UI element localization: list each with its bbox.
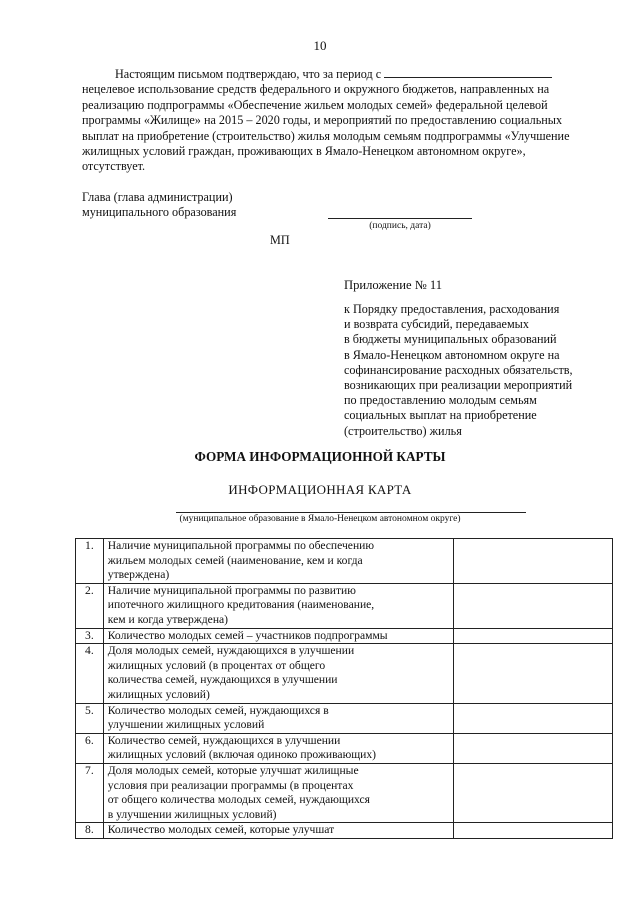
- signatory-title-2: муниципального образования: [82, 205, 237, 219]
- page-number: 10: [313, 38, 327, 53]
- confirmation-line: выплат на приобретение (строительство) жилья молодым семьям подпрограммы «Улучшение: [82, 128, 570, 143]
- indicator-line: условия при реализации программы (в процентах: [107, 778, 354, 792]
- indicator-line: кем и когда утверждена): [107, 612, 229, 626]
- indicator-line: Количество молодых семей, нуждающихся в: [107, 703, 329, 717]
- row-number: 3.: [76, 628, 104, 644]
- indicator-line: Наличие муниципальной программы по обеспечению: [107, 539, 375, 552]
- indicator-line: улучшении жилищных условий: [107, 718, 265, 732]
- annex-line: в бюджеты муниципальных образований: [344, 332, 557, 347]
- indicator-line: Наличие муниципальной программы по развитию: [107, 583, 356, 597]
- annex-line: социальных выплат на приобретение: [344, 408, 537, 423]
- indicator-line: утверждена): [107, 568, 170, 582]
- stamp-place: МП: [270, 233, 290, 247]
- indicator-name: [103, 703, 453, 733]
- row-number: 1.: [76, 539, 104, 584]
- annex-line: софинансирование расходных обязательств,: [344, 362, 573, 377]
- indicator-name: [103, 763, 453, 822]
- value-cell[interactable]: [453, 703, 612, 733]
- signature-block: [82, 190, 236, 220]
- confirmation-line: жилищных условий граждан, проживающих в Ямало-Ненецком автономном округе»,: [82, 144, 526, 159]
- row-number: 8.: [76, 823, 104, 839]
- indicator-name: [103, 644, 453, 703]
- annex-line: по предоставлению молодым семьям: [344, 393, 537, 408]
- indicator-name: [103, 539, 453, 584]
- form-title: ФОРМА ИНФОРМАЦИОННОЙ КАРТЫ: [194, 449, 446, 464]
- confirmation-first-line: Настоящим письмом подтверждаю, что за период с: [82, 66, 614, 82]
- row-number: 2.: [76, 583, 104, 628]
- indicator-name: [103, 733, 453, 763]
- value-cell[interactable]: [453, 539, 612, 584]
- annex-title: Приложение № 11: [344, 278, 443, 292]
- confirmation-paragraph: [82, 66, 614, 175]
- confirmation-line: программы «Жилище» на 2015 – 2020 годы, и мероприятий по предоставлению социальных: [82, 113, 563, 128]
- annex-line: в Ямало-Ненецком автономном округе на: [344, 347, 560, 362]
- table-row: [76, 583, 613, 628]
- annex-line: (строительство) жилья: [344, 423, 462, 438]
- value-cell[interactable]: [453, 628, 612, 644]
- indicator-line: Количество семей, нуждающихся в улучшении: [107, 733, 341, 747]
- signature-caption: (подпись, дата): [369, 221, 431, 231]
- table-row: [76, 733, 613, 763]
- indicator-line: в улучшении жилищных условий): [107, 807, 277, 821]
- signature-line: [328, 218, 472, 219]
- indicator-line: Доля молодых семей, нуждающихся в улучшении: [107, 644, 355, 658]
- signatory-title: Глава (глава администрации): [82, 190, 233, 204]
- value-cell[interactable]: [453, 644, 612, 703]
- annex-description: [344, 302, 614, 439]
- table-row: [76, 628, 613, 644]
- card-title: ИНФОРМАЦИОННАЯ КАРТА: [228, 482, 412, 497]
- indicator-line: количества семей, нуждающихся в улучшении: [107, 673, 338, 687]
- indicator-line: Количество молодых семей, которые улучшат: [107, 823, 335, 837]
- indicator-line: жилищных условий (включая одиноко проживающих): [107, 748, 377, 762]
- row-number: 5.: [76, 703, 104, 733]
- indicator-line: жилищных условий): [107, 687, 210, 701]
- confirmation-last-line: отсутствует.: [82, 159, 146, 174]
- indicator-line: ипотечного жилищного кредитования (наименование,: [107, 598, 375, 612]
- table-row: [76, 644, 613, 703]
- indicator-line: Доля молодых семей, которые улучшат жилищные: [107, 763, 359, 777]
- row-number: 6.: [76, 733, 104, 763]
- confirmation-line: нецелевое использование средств федерального и окружного бюджетов, направленных на: [82, 82, 550, 97]
- table-row: [76, 539, 613, 584]
- row-number: 7.: [76, 763, 104, 822]
- indicator-line: жилищных условий (в процентах от общего: [107, 658, 326, 672]
- table-row: [76, 823, 613, 839]
- indicator-line: жильем молодых семей (наименование, кем и когда: [107, 553, 363, 567]
- indicator-name: [103, 823, 453, 839]
- period-blank: [384, 66, 552, 78]
- confirmation-line: реализацию подпрограммы «Обеспечение жильем молодых семей» федеральной целевой: [82, 97, 548, 112]
- table-row: [76, 703, 613, 733]
- indicator-name: [103, 628, 453, 644]
- annex-line: возникающих при реализации мероприятий: [344, 378, 573, 393]
- municipality-line: [176, 512, 526, 513]
- value-cell[interactable]: [453, 583, 612, 628]
- annex-line: к Порядку предоставления, расходования: [344, 302, 560, 316]
- row-number: 4.: [76, 644, 104, 703]
- table-row: [76, 763, 613, 822]
- value-cell[interactable]: [453, 763, 612, 822]
- indicator-name: [103, 583, 453, 628]
- indicator-line: от общего количества молодых семей, нуждающихся: [107, 793, 370, 807]
- value-cell[interactable]: [453, 733, 612, 763]
- indicator-line: Количество молодых семей – участников подпрограммы: [107, 628, 388, 642]
- info-card-table: [75, 538, 613, 839]
- value-cell[interactable]: [453, 823, 612, 839]
- annex-line: и возврата субсидий, передаваемых: [344, 317, 529, 332]
- municipality-caption: (муниципальное образование в Ямало-Ненецком автономном округе): [179, 514, 461, 524]
